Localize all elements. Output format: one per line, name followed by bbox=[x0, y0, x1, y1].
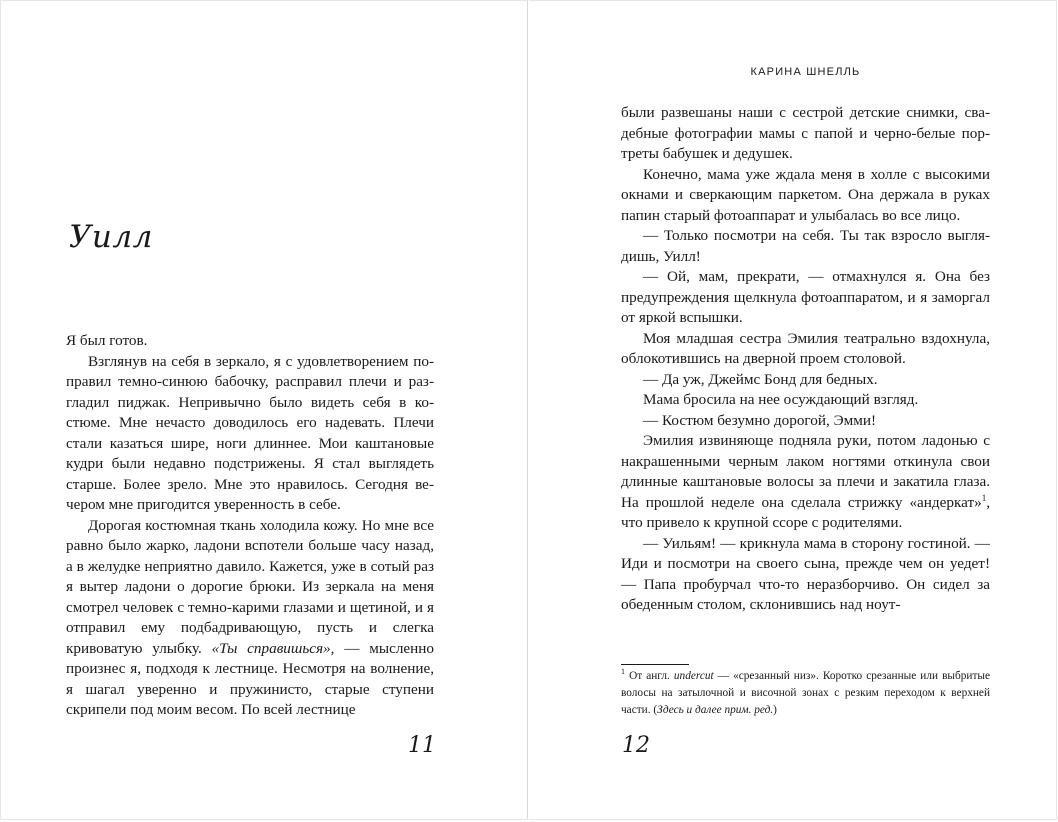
footnote-text: — «срезанный низ». Коротко срезанные или выбритые волосы на затылочной и височной зонах с резким переходом к верхней части. ( bbox=[621, 670, 990, 716]
paragraph bbox=[66, 516, 434, 721]
footnote-mark: 1 bbox=[621, 667, 625, 677]
footnote bbox=[621, 668, 990, 719]
paragraph: Моя младшая сестра Эмилия театрально вздохнула, облокотившись на дверной проем столовой. bbox=[621, 329, 990, 367]
footnote-divider bbox=[621, 664, 689, 665]
right-page-body bbox=[621, 103, 990, 616]
paragraph: — Да уж, Джеймс Бонд для бедных. bbox=[643, 370, 878, 388]
footnote-term: undercut bbox=[673, 670, 714, 682]
paragraph-text: , что привело к крупной ссоре с родителями. bbox=[621, 493, 990, 531]
paragraph: были развешаны наши с сестрой детские снимки, свадебные фотографии мамы с папой и черно-белые портреты бабушек и дедушек. bbox=[621, 104, 990, 162]
chapter-title: Уилл bbox=[69, 219, 153, 255]
editor-note: Здесь и далее прим. ред. bbox=[657, 704, 774, 716]
footnote-reference: 1 bbox=[981, 492, 987, 503]
footnote-text: ) bbox=[773, 704, 777, 716]
paragraph: — Ой, мам, прекрати, — отмахнулся я. Она без предупреждения щелкнула фотоаппаратом, и я заморгал от яркой вспышки. bbox=[621, 268, 990, 326]
inner-thought: «Ты справишься» bbox=[211, 639, 331, 657]
paragraph: Я был готов. bbox=[66, 332, 148, 349]
footnote-text: От англ. bbox=[625, 670, 674, 682]
paragraph: Конечно, мама уже ждала меня в холле с высокими окнами и сверкающим паркетом. Она держала в руках папин старый фотоаппарат и улыбалась во все лицо. bbox=[621, 165, 990, 224]
page-number-left: 11 bbox=[408, 733, 436, 758]
paragraph-text: , — мысленно произнес я, подходя к лестнице. Несмотря на волнение, я шагал уверенно и пружинисто, старые ступени скрипели под моим весом. По всей лестнице bbox=[66, 639, 434, 718]
left-page-body bbox=[66, 331, 434, 721]
paragraph bbox=[621, 431, 990, 534]
paragraph-text: Дорогая костюмная ткань холодила кожу. Но мне все равно было жарко, ладони вспотели больше часу назад, а в желудке неприятно давило. Кажется, уже в сотый раз я вытер ладони о дорогие брюки. Из зеркала на меня смотрел человек с темно-карими глазами и щетиной, и я отправил ему подбадривающую, пусть и слегка кривоватую улыбку. bbox=[66, 516, 434, 657]
paragraph-text: Эмилия извиняюще подняла руки, потом ладонью с накрашенными черным лаком ногтями откинула свои длинные каштановые волосы за плечи и закатила глаза. На прошлой неделе она сделала стрижку «андеркат» bbox=[621, 432, 990, 511]
paragraph: Взглянув на себя в зеркало, я с удовлетворением поправил темно-синюю бабочку, расправил плечи и разгладил пиджак. Непривычно было видеть себя в костюме. Мне нечасто доводилось его надевать. Плечи стали казаться шире, ноги длиннее. Мои каштановые кудри были недавно подстрижены. Я стал выглядеть старше. Более зрело. Мне это нравилось. Сегодня вечером мне пригодится уверенность в себе. bbox=[66, 352, 434, 513]
paragraph: — Уильям! — крикнула мама в сторону гостиной. — Иди и посмотри на своего сына, прежде чем он уедет! — Папа пробурчал что-то неразборчиво. Он сидел за обеденным столом, склонившись над ноут- bbox=[621, 534, 990, 613]
running-head: КАРИНА ШНЕЛЛЬ bbox=[750, 66, 861, 78]
paragraph: — Костюм безумно дорогой, Эмми! bbox=[643, 411, 877, 429]
paragraph: Мама бросила на нее осуждающий взгляд. bbox=[643, 391, 919, 408]
page-number-right: 12 bbox=[622, 733, 650, 758]
paragraph: — Только посмотри на себя. Ты так взросло выглядишь, Уилл! bbox=[621, 227, 990, 265]
